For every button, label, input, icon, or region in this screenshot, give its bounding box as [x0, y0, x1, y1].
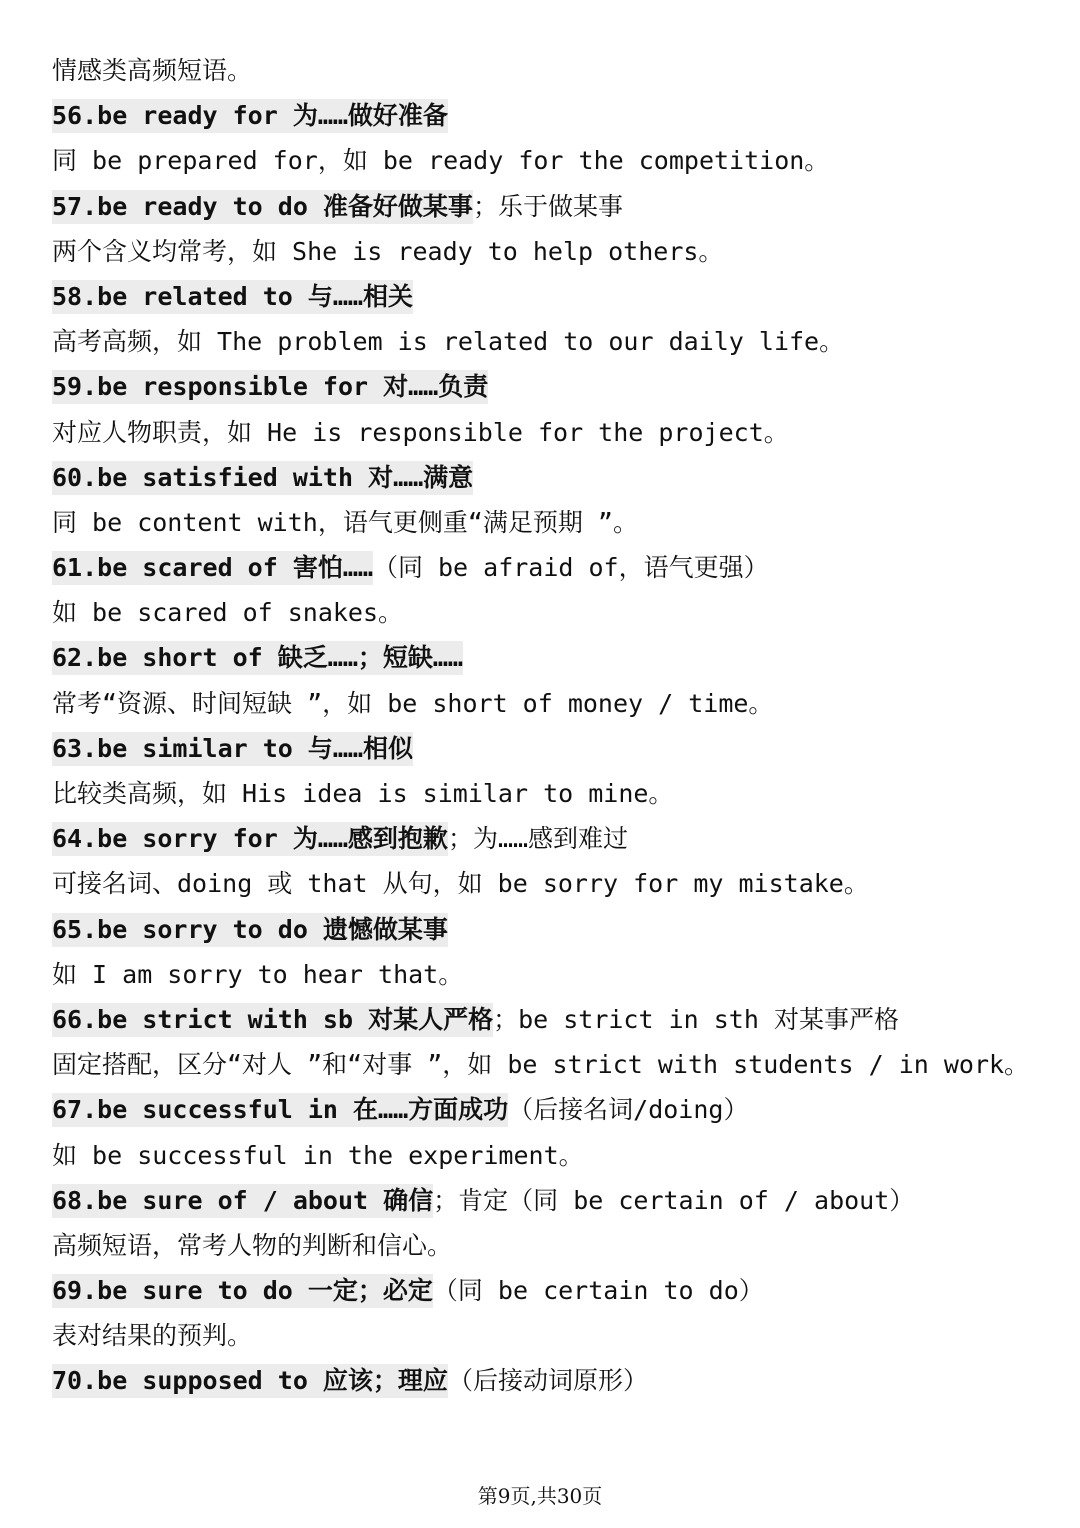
entry-term: 57.be ready to do 准备好做某事: [52, 190, 473, 224]
entry-extra: （同 be afraid of，语气更强）: [372, 553, 769, 583]
entry-note: 如 I am sorry to hear that。: [52, 959, 464, 989]
entry-note: 高考高频，如 The problem is related to our daily life。: [52, 327, 845, 357]
entry-heading: [52, 907, 1042, 952]
entry-heading: [52, 997, 1042, 1042]
entry-heading: [52, 545, 1042, 590]
entry-extra: ；be strict in sth 对某事严格: [493, 1004, 899, 1034]
entry-note: 比较类高频，如 His idea is similar to mine。: [52, 779, 674, 808]
entry-term: 60.be satisfied with 对……满意: [52, 461, 473, 495]
entry-term: 67.be successful in 在……方面成功: [52, 1093, 508, 1127]
entry-heading: [52, 364, 1042, 409]
entry-heading: [52, 455, 1042, 500]
entry-heading: [52, 816, 1042, 861]
entry-term: 64.be sorry for 为……感到抱歉: [52, 822, 448, 856]
intro-line: 情感类高频短语。: [52, 56, 253, 85]
entry-term: 61.be scared of 害怕……: [52, 551, 373, 585]
entry-term: 69.be sure to do 一定；必定: [52, 1274, 433, 1308]
entry-extra: ；肯定（同 be certain of / about）: [433, 1185, 915, 1215]
entry-note: 如 be successful in the experiment。: [52, 1140, 584, 1170]
entry-note: 同 be prepared for，如 be ready for the competition。: [52, 146, 830, 176]
entry-note: 表对结果的预判。: [52, 1321, 253, 1351]
entry-heading: [52, 93, 1042, 138]
entry-term: 70.be supposed to 应该；理应: [52, 1364, 448, 1398]
entry-heading: [52, 635, 1042, 680]
entry-note: 如 be scared of snakes。: [52, 598, 404, 628]
entry-term: 68.be sure of / about 确信: [52, 1184, 433, 1218]
entry-term: 65.be sorry to do 遗憾做某事: [52, 913, 448, 947]
entry-extra: （同 be certain to do）: [432, 1276, 764, 1306]
entry-note: 对应人物职责，如 He is responsible for the project。: [52, 417, 789, 447]
entry-heading: [52, 1178, 1042, 1223]
entry-note: 两个含义均常考，如 She is ready to help others。: [52, 236, 724, 266]
entry-term: 66.be strict with sb 对某人严格: [52, 1003, 493, 1037]
entry-extra: ；乐于做某事: [472, 191, 623, 221]
entry-heading: [52, 1268, 1042, 1313]
entry-note: 可接名词、doing 或 that 从句，如 be sorry for my mistake。: [52, 869, 869, 899]
entry-term: 62.be short of 缺乏……；短缺……: [52, 641, 463, 675]
entry-extra: （后接名词/doing）: [508, 1095, 749, 1125]
entry-extra: （后接动词原形）: [447, 1366, 648, 1396]
entry-heading: [52, 1087, 1042, 1132]
entry-term: 58.be related to 与……相关: [52, 280, 413, 314]
entry-term: 56.be ready for 为……做好准备: [52, 99, 448, 133]
entry-heading: [52, 1358, 1042, 1403]
entry-note: 固定搭配，区分“对人 ”和“对事 ”，如 be strict with students / in work。: [52, 1050, 1030, 1080]
entry-term: 59.be responsible for 对……负责: [52, 370, 488, 404]
entry-note: 高频短语，常考人物的判断和信心。: [52, 1230, 453, 1260]
entry-heading: [52, 184, 1042, 229]
entry-heading: [52, 274, 1042, 319]
document-body: [52, 48, 1042, 1404]
entry-extra: ；为……感到难过: [447, 824, 629, 854]
entry-term: 63.be similar to 与……相似: [52, 732, 413, 766]
entry-note: 常考“资源、时间短缺 ”，如 be short of money / time。: [52, 688, 774, 718]
page-number-footer: 第9页,共30页: [477, 1484, 603, 1508]
entry-note: 同 be content with，语气更侧重“满足预期 ”。: [52, 507, 638, 537]
entry-heading: [52, 726, 1042, 771]
